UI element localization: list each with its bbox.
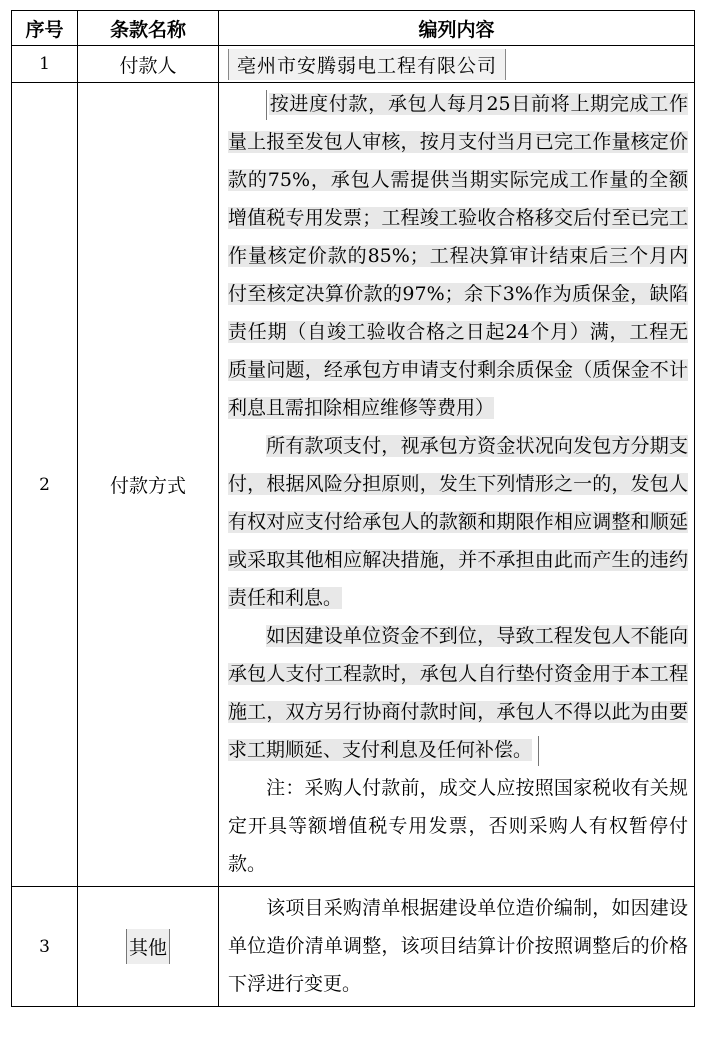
clause-name-text[interactable]: 其他: [126, 929, 170, 964]
table-row: [12, 46, 695, 83]
clause-content: [219, 83, 695, 887]
clause-table: [11, 10, 695, 1007]
header-content: 编列内容: [219, 11, 695, 46]
clause-name: 付款人: [78, 46, 219, 83]
row-number: 3: [12, 887, 78, 1007]
table-row: [12, 83, 695, 887]
table-row: [12, 887, 695, 1007]
paragraph-text: 所有款项支付，视承包方资金状况向发包方分期支付，根据风险分担原则，发生下列情形之一的，发包人有权对应支付给承包人的款额和期限作相应调整和顺延或采取其他相应解决措施，并不承担由此而产生的违约责任和利息。: [228, 435, 688, 609]
row-number: 1: [12, 46, 78, 83]
content-paragraph: [228, 427, 688, 617]
row-number: 2: [12, 83, 78, 887]
clause-name: 付款方式: [78, 83, 219, 887]
content-paragraph: [228, 769, 688, 883]
clause-content: [219, 46, 695, 83]
paragraph-text: 注：采购人付款前，成交人应按照国家税收有关规定开具等额增值税专用发票，否则采购人有权暂停付款。: [228, 777, 688, 875]
header-no: 序号: [12, 11, 78, 46]
paragraph-text: 如因建设单位资金不到位，导致工程发包人不能向承包人支付工程款时，承包人自行垫付资金用于本工程施工，双方另行协商付款时间，承包人不得以此为由要求工期顺延、支付利息及任何补偿。: [228, 625, 688, 761]
table-header-row: [12, 11, 695, 46]
payer-field[interactable]: 亳州市安腾弱电工程有限公司: [228, 49, 506, 80]
content-paragraph: [228, 889, 688, 1003]
paragraph-text: 该项目采购清单根据建设单位造价编制，如因建设单位造价清单调整，该项目结算计价按照调整后的价格下浮进行变更。: [228, 897, 688, 995]
clause-name: [78, 887, 219, 1007]
header-name: 条款名称: [78, 11, 219, 46]
clause-content: [219, 887, 695, 1007]
content-paragraph: [228, 85, 688, 427]
paragraph-text: 按进度付款，承包人每月25日前将上期完成工作量上报至发包人审核，按月支付当月已完工作量核定价款的75%，承包人需提供当期实际完成工作量的全额增值税专用发票；工程竣工验收合格移交后付至已完工作量核定价款的85%；工程决算审计结束后三个月内付至核定决算价款的97%；余下3%作为质保金，缺陷责任期（自竣工验收合格之日起24个月）满，工程无质量问题，经承包方申请支付剩余质保金（质保金不计利息且需扣除相应维修等费用）: [228, 93, 688, 419]
content-paragraph: [228, 617, 688, 769]
